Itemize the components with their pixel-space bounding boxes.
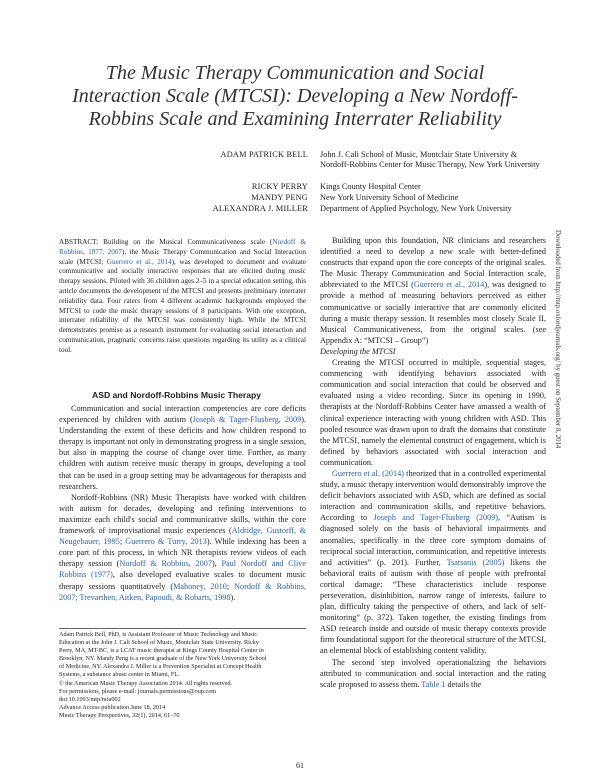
footnote-line: doi:10.1093/mtp/miu002: [59, 695, 121, 703]
citation-link[interactable]: Nordoff & Robbins, 2007: [119, 559, 212, 569]
section-heading: ASD and Nordoff-Robbins Music Therapy: [92, 390, 262, 400]
text: ). Understanding the extent of these deficits and how children respond to therapy is important not only in demonstrating progress in a single session, but also in mapping the course of change over time. Further, as many children with autism receive music therapy in groups, developing a tool that can be used in a group setting may be advantageous for therapists and researchers.: [59, 415, 306, 491]
citation-link[interactable]: Nordoff & Robbins, 2007; Trevarthen, Aitken, Papoudi, & Robarts, 1998: [59, 581, 306, 602]
citation-link[interactable]: Aldridge, Gustorff, & Neugebauer, 1995: [59, 526, 306, 547]
text: ). While indexing has been a core part of this process, in which NR therapists review videos of each therapy session (: [59, 537, 306, 569]
text: ).: [230, 592, 236, 602]
citation-link[interactable]: Guerrero et al., 2014: [106, 257, 172, 266]
footnote-line: © the American Music Therapy Association 2014. All rights reserved.: [59, 679, 233, 687]
paragraph: [59, 492, 306, 603]
abstract: [59, 238, 306, 356]
paragraph: Creating the MTCSI occurred in multiple, sequential stages, commencing with identifying behaviors associated with communication and social interaction that could be observed and evaluated using a video recording. Since its opening in 1990, therapists at the Nordoff-Robbins Center have amassed a wealth of clinical experience interacting with young children with ASD. This pooled resource was drawn upon to draft the domains that constitute the MTCSI, namely the elemental construct of engagement, which is defined by behaviors associated with social interaction and communication.: [320, 358, 546, 467]
text: likens the behavioral traits of autism with those of people with prefrontal cortical damage: “These characteristics include response perseveration, disinhibition, narrow range of interests, failure to plan, difficulty taking the perspective of others, and lack of self-monitoring” (p. 372). Taken together, the existing findings from ASD research inside and outside of music therapy contexts provide firm foundational support for the theoretical structure of the MTCSI, an elemental block of establishing content validity.: [320, 557, 547, 656]
footnote-line: Systems, a substance abuse center in Miami, FL.: [59, 671, 180, 679]
author-name: MANDY PENG: [251, 193, 308, 202]
text: , “Autism is diagnosed solely on the basis of behavioral impairments and anomalies, specifically in the three core symptom domains of reciprocal social interaction, communication, and repetitive interests and activities” (p. 201). Further,: [320, 513, 546, 567]
text: ;: [119, 537, 126, 547]
footnote-line: Music Therapy Perspectives, 32(1), 2014, 61–70: [59, 711, 180, 719]
title-line-1: The Music Therapy Communication and Social: [105, 62, 485, 84]
abstract-text: ), was developed to document and evaluate communicative and socially interactive responses that are elicited during music therapy sessions. Piloted with 36 children ages 2–5 in a special education setting, this article documents the development of the MTCSI and presents preliminary interrater reliability data. Four raters from 4 different academic backgrounds employed the MTCSI to code the music therapy sessions of 8 participants. With one exception, interrater reliability of the MTCSI was consistently high. While the MTCSI demonstrates promise as a research instrument for evaluating social interaction and communication, pragmatic concerns raise questions regarding its utility as a clinical tool.: [59, 257, 306, 354]
author-name: RICKY PERRY: [251, 182, 308, 191]
text: Nordoff-Robbins (NR) Music Therapists have worked with children with autism for decades, developing and refining interventions to maximize each child's social and communicative skills, within the core framework of improvisational music experiences (: [59, 492, 306, 536]
paragraph: [59, 403, 306, 492]
left-column: [59, 403, 306, 603]
citation-link[interactable]: Guerrero et al., 2014: [413, 280, 485, 290]
title-line-2: Interaction Scale (MTCSI): Developing a New Nordoff-: [72, 85, 518, 107]
download-notice: [552, 230, 562, 530]
author-affiliation: Department of Applied Psychology, New York University: [320, 204, 512, 213]
text: theorized that in a controlled experimental study, a music therapy intervention would demonstrably improve the deficit behaviors associated with ASD, which are defined as social interaction and communication skills, and repetitive behaviors. According to: [320, 468, 546, 523]
citation-link[interactable]: Tsatsanis (2005): [446, 557, 505, 567]
citation-link[interactable]: Mahoney, 2010: [173, 581, 227, 591]
author-affiliation: John J. Cali School of Music, Montclair State University & Nordoff-Robbins Center for Music Therapy, New York University: [320, 150, 540, 169]
footnote-line: Education at the John J. Cali School of Music, Montclair State University. Ricky: [59, 639, 259, 647]
text: , also developed evaluative scales to document music therapy sessions quantitatively (: [59, 570, 306, 591]
citation-link[interactable]: Guerrero et al. (2014): [332, 468, 404, 478]
citation-link[interactable]: Nordoff & Robbins, 1977, 2007: [59, 238, 306, 256]
page-number: 61: [296, 761, 304, 770]
citation-link[interactable]: Guerrero & Turry, 2013: [125, 537, 207, 547]
citation-link[interactable]: Paul Nordoff and Clive Robbins (1977): [59, 559, 306, 580]
paragraph: [320, 468, 546, 657]
footnote-line: Perry, MA, MT-BC, is a LCAT music therapist at Kings County Hospital Center in: [59, 647, 264, 655]
author-name: ALEXANDRA J. MILLER: [212, 204, 308, 213]
title-line-3: Robbins Scale and Examining Interrater Reliability: [88, 108, 502, 130]
abstract-text: ), the Music Therapy Communication and Social Interaction scale (MTCSI;: [59, 247, 307, 266]
footnote: [59, 631, 306, 720]
citation-link[interactable]: Joseph and Tager-Flusberg (2009): [373, 513, 499, 523]
footnote-line: of Medicine, NY. Alexandra J. Miller is a Prevention Specialist at Concept Health: [59, 663, 262, 671]
text: Communication and social interaction competencies are core deficits experienced by children with autism (: [59, 404, 306, 425]
table-link[interactable]: Table 1: [421, 679, 446, 689]
text: Building upon this foundation, NR clinicians and researchers identified a need to develop a new scale with better-defined constructs that expand upon the core concepts of the original scales. The Music Therapy Communication and Social Interaction scale, abbreviated to the MTCSI (: [320, 236, 546, 290]
footnote-line: Adam Patrick Bell, PhD, is Assistant Professor of Music Technology and Music: [59, 631, 257, 638]
footnote-line: Brooklyn, NY. Mandy Peng is a recent graduate of the New York University School: [59, 655, 267, 663]
text: details the: [445, 679, 481, 689]
footnote-line: Advance Access publication June 18, 2014: [59, 703, 166, 711]
author-affiliation: New York University School of Medicine: [320, 193, 459, 202]
author-name: ADAM PATRICK BELL: [220, 150, 308, 159]
citation-link[interactable]: Joseph & Tager-Flusberg, 2009: [192, 415, 302, 425]
footnote-line: For permissions, please e-mail: journals.permissions@oup.com: [59, 687, 217, 695]
footnote-divider: [59, 628, 306, 629]
abstract-text: ABSTRACT: Building on the Musical Communicativeness scale (: [59, 238, 273, 246]
paragraph: [320, 235, 546, 346]
article-title: [60, 62, 530, 131]
subsection-heading: Developing the MTCSI: [320, 346, 396, 356]
text: ), was designed to provide a method of measuring behaviors perceived as either communicative or socially interactive that are commonly elicited during a music therapy session. It resembles most closely Scale II, Musical Communicativeness, from the original scales. (see Appendix A: “MTCSI – Group”): [320, 280, 546, 345]
download-notice-text: Downloaded from http://mtp.oxfordjournals.org/ by guest on September 8, 2014: [554, 230, 561, 449]
paragraph: [320, 657, 546, 690]
text: The second step involved operationalizing the behaviors attributed to communication and social interaction and the rating scale proposed to assess them.: [320, 657, 546, 689]
text: ;: [226, 581, 235, 591]
author-affiliation: Kings County Hospital Center: [320, 182, 421, 191]
right-column: [320, 235, 546, 690]
text: ),: [211, 559, 222, 569]
